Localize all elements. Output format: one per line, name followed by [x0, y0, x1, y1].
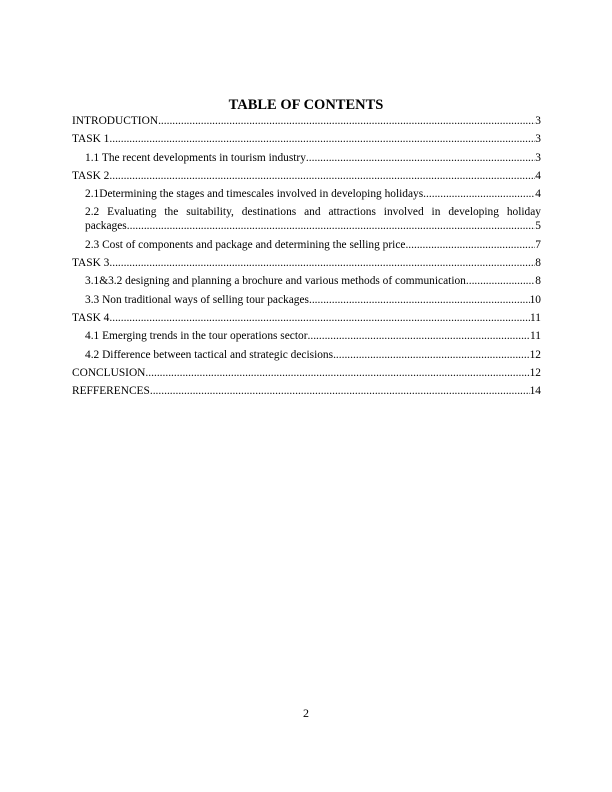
- toc-leader-dots: [109, 256, 535, 270]
- toc-entry-task-2[interactable]: [72, 169, 541, 183]
- toc-title: TABLE OF CONTENTS: [228, 97, 384, 113]
- toc-leader-dots: [127, 219, 536, 233]
- toc-entry-page: 11: [530, 330, 541, 343]
- toc-leader-dots: [158, 114, 535, 128]
- toc-leader-dots: [308, 329, 531, 343]
- toc-entry-task-4[interactable]: [72, 311, 541, 325]
- toc-entry-label: REFFERENCES: [72, 385, 150, 398]
- toc-entry-2-3[interactable]: [72, 238, 541, 252]
- toc-entry-page: 11: [530, 311, 541, 324]
- toc-entry-line2: [85, 219, 541, 233]
- toc-entry-introduction[interactable]: [72, 114, 541, 128]
- toc-entry-page: 3: [535, 151, 541, 164]
- toc-entry-page: 10: [529, 293, 541, 306]
- toc-leader-dots: [109, 169, 535, 183]
- toc-entry-3-1-3-2[interactable]: [72, 274, 541, 288]
- toc-entry-label: 4.1 Emerging trends in the tour operations sector: [85, 330, 308, 343]
- toc-leader-dots: [405, 238, 535, 252]
- toc-entry-task-1[interactable]: [72, 132, 541, 146]
- page-number: 2: [303, 706, 309, 720]
- toc-leader-dots: [309, 293, 530, 307]
- toc-entry-page: 3: [535, 115, 541, 127]
- toc-entry-label: TASK 2: [72, 169, 110, 182]
- toc-entry-2-1[interactable]: [72, 187, 541, 201]
- toc-leader-dots: [145, 366, 529, 380]
- toc-entry-page: 14: [529, 385, 541, 398]
- toc-entry-page: 4: [535, 169, 541, 182]
- toc-leader-dots: [333, 348, 530, 362]
- toc-entry-task-3[interactable]: [72, 256, 541, 270]
- toc-entry-label-line1: 2.2 Evaluating the suitability, destinations and attractions involved in developing holiday: [85, 206, 541, 219]
- toc-entry-label: 2.3 Cost of components and package and determining the selling price: [85, 238, 406, 251]
- toc-entry-label: CONCLUSION: [72, 366, 146, 379]
- toc-entry-label: TASK 4: [72, 311, 110, 324]
- toc-entry-label: TASK 3: [72, 257, 110, 270]
- toc-entry-1-1[interactable]: [72, 151, 541, 165]
- toc-entry-label: 1.1 The recent developments in tourism industry: [85, 151, 306, 164]
- toc-entry-label: TASK 1: [72, 133, 110, 146]
- table-of-contents: [72, 114, 541, 402]
- toc-entry-label: INTRODUCTION: [72, 115, 159, 127]
- toc-entry-4-2[interactable]: [72, 348, 541, 362]
- toc-entry-page: 3: [535, 133, 541, 146]
- toc-entry-label-line2: packages: [85, 220, 127, 233]
- toc-entry-page: 4: [535, 188, 541, 201]
- toc-entry-4-1[interactable]: [72, 329, 541, 343]
- toc-entry-label: 2.1Determining the stages and timescales involved in developing holidays: [85, 188, 424, 201]
- toc-entry-label: 3.3 Non traditional ways of selling tour packages: [85, 293, 309, 306]
- toc-entry-page: 12: [529, 348, 541, 361]
- toc-entry-label: 4.2 Difference between tactical and strategic decisions: [85, 348, 334, 361]
- toc-leader-dots: [150, 384, 530, 398]
- toc-entry-label: 3.1&3.2 designing and planning a brochure and various methods of communication: [85, 275, 466, 288]
- toc-entry-page: 5: [535, 220, 541, 233]
- toc-leader-dots: [466, 274, 535, 288]
- toc-entry-page: 7: [535, 238, 541, 251]
- toc-entry-2-2[interactable]: [72, 205, 541, 233]
- toc-entry-page: 8: [535, 257, 541, 270]
- toc-leader-dots: [109, 311, 530, 325]
- toc-entry-conclusion[interactable]: [72, 366, 541, 380]
- toc-leader-dots: [423, 187, 535, 201]
- toc-leader-dots: [109, 132, 535, 146]
- toc-entry-3-3[interactable]: [72, 293, 541, 307]
- toc-entry-page: 8: [535, 275, 541, 288]
- toc-leader-dots: [306, 151, 535, 165]
- toc-entry-page: 12: [529, 366, 541, 379]
- toc-entry-references[interactable]: [72, 384, 541, 398]
